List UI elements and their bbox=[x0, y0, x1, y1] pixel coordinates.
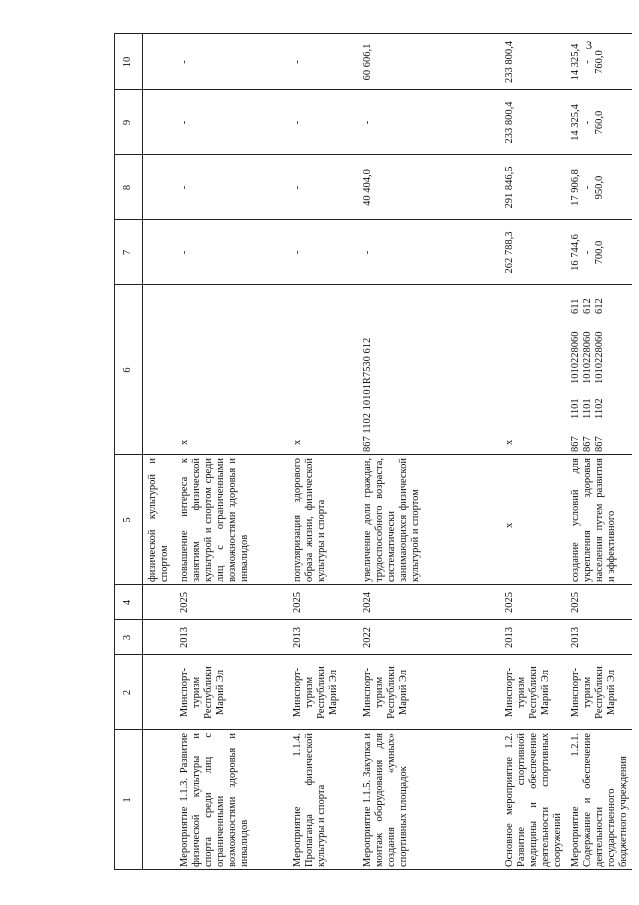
header-col-5: 5 bbox=[122, 517, 133, 523]
value: 17 906,8 bbox=[570, 169, 581, 206]
page-number: 3 bbox=[586, 38, 592, 52]
value: - bbox=[582, 60, 593, 64]
row-end-year: 2025 bbox=[504, 592, 515, 613]
header-col-3: 3 bbox=[122, 634, 133, 641]
grid-line bbox=[114, 869, 632, 870]
value: 760,0 bbox=[594, 50, 605, 74]
row-start-year: 2013 bbox=[292, 627, 303, 648]
row-end-year: 2024 bbox=[362, 592, 373, 613]
row-value-col7: - bbox=[179, 250, 190, 255]
row-value-col10: - bbox=[179, 60, 190, 64]
header-col-1: 1 bbox=[122, 797, 133, 803]
row-name: Основное мероприятие 1.2. Развитие спортивной медицины и обеспечение деятельности спортивных сооружений bbox=[504, 733, 563, 867]
row-csr-codes bbox=[570, 318, 606, 384]
header-col-2: 2 bbox=[122, 689, 133, 696]
row-value-col10: 233 800,4 bbox=[504, 41, 515, 83]
row-value-col7 bbox=[570, 220, 606, 285]
continuation-text: физической культурой и спортом bbox=[147, 458, 170, 582]
header-col-4: 4 bbox=[122, 599, 133, 606]
header-col-10: 10 bbox=[122, 56, 133, 68]
row-value-col7: 262 788,3 bbox=[504, 231, 515, 274]
row-value-col9: - bbox=[362, 120, 373, 125]
row-value-col8: 291 846,5 bbox=[504, 166, 515, 209]
row-value-col9: - bbox=[179, 120, 190, 125]
csr-code: 1010228060 bbox=[594, 331, 605, 384]
row-value-col10: - bbox=[292, 60, 303, 64]
budget-table bbox=[114, 33, 632, 870]
rz-code: 1101 bbox=[570, 398, 581, 419]
row-codes: х bbox=[504, 439, 515, 445]
row-executor: Минспорт-туризм Республики Марий Эл bbox=[504, 666, 551, 719]
row-executor: Минспорт-туризм Республики Марий Эл bbox=[292, 666, 339, 719]
row-name: Мероприятие 1.2.1. Содержание и обеспечение деятельности государственного бюджетного учреждения bbox=[570, 733, 629, 867]
row-grbs-codes bbox=[570, 424, 606, 452]
value: 14 325,4 bbox=[570, 104, 581, 141]
grid-line bbox=[114, 33, 115, 870]
vr-code: 612 bbox=[594, 298, 605, 314]
rz-code: 1101 bbox=[582, 398, 593, 419]
row-value-col8 bbox=[570, 155, 606, 220]
row-end-year: 2025 bbox=[179, 592, 190, 613]
value: - bbox=[582, 185, 593, 190]
value: 16 744,6 bbox=[570, 234, 581, 271]
row-start-year: 2013 bbox=[570, 627, 581, 648]
row-result: увеличение доли граждан, трудоспособного возраста, систематически занимающихся физической культурой и спортом bbox=[362, 458, 421, 582]
row-result: создание условий для укрепления здоровья населения путем развития и эффективного bbox=[570, 458, 617, 582]
row-executor: Минспорт-туризм Республики Марий Эл bbox=[362, 666, 409, 719]
row-value-col8: - bbox=[179, 185, 190, 190]
grid-line bbox=[114, 454, 632, 455]
row-result: популяризация здорового образа жизни, физической культуры и спорта bbox=[292, 458, 327, 582]
row-value-col10: 60 606,1 bbox=[362, 43, 373, 81]
row-name: Мероприятие 1.1.3. Развитие физической культуры и спорта среди лиц с ограниченными возможностями здоровья и инвалидов bbox=[179, 733, 250, 867]
row-start-year: 2013 bbox=[504, 627, 515, 648]
row-codes: х bbox=[292, 439, 303, 445]
row-value-col7: - bbox=[292, 250, 303, 255]
row-start-year: 2013 bbox=[179, 627, 190, 648]
grbs-code: 867 bbox=[570, 436, 581, 452]
row-end-year: 2025 bbox=[570, 592, 581, 613]
row-vr-codes bbox=[570, 288, 606, 314]
row-value-col8: 40 404,0 bbox=[362, 169, 373, 206]
value: 14 325,4 bbox=[570, 43, 581, 81]
value: 950,0 bbox=[594, 175, 605, 200]
header-col-9: 9 bbox=[122, 119, 133, 126]
header-col-7: 7 bbox=[122, 249, 133, 256]
vr-code: 612 bbox=[582, 298, 593, 314]
header-col-8: 8 bbox=[122, 184, 133, 191]
row-executor: Минспорт-туризм Республики Марий Эл bbox=[570, 666, 617, 719]
row-name: Мероприятие 1.1.5. Закупка и монтаж оборудования для создания «умных» спортивных площадок bbox=[362, 733, 409, 867]
row-value-col7: - bbox=[362, 250, 373, 255]
row-name: Мероприятие 1.1.4. Пропаганда физической культуры и спорта bbox=[292, 733, 327, 867]
header-col-6: 6 bbox=[122, 367, 133, 373]
row-rz-codes bbox=[570, 389, 606, 419]
value: 700,0 bbox=[594, 240, 605, 265]
row-end-year: 2025 bbox=[292, 592, 303, 613]
row-executor: Минспорт-туризм Республики Марий Эл bbox=[179, 666, 226, 719]
vr-code: 611 bbox=[570, 298, 581, 314]
csr-code: 1010228060 bbox=[582, 331, 593, 384]
value: 760,0 bbox=[594, 110, 605, 135]
row-value-col10 bbox=[570, 34, 606, 90]
row-value-col9: - bbox=[292, 120, 303, 125]
row-result: повышение интереса к занятиям физической культурой и спортом среди лиц с ограниченными возможностями здоровья и инвалидов bbox=[179, 458, 250, 582]
grbs-code: 867 bbox=[582, 436, 593, 452]
grbs-code: 867 bbox=[594, 436, 605, 452]
grid-line bbox=[142, 33, 143, 870]
row-value-col8: - bbox=[292, 185, 303, 190]
row-start-year: 2022 bbox=[362, 627, 373, 648]
value: - bbox=[582, 250, 593, 255]
row-value-col9: 233 800,4 bbox=[504, 101, 515, 144]
row-codes: 867 1102 10101R7530 612 bbox=[362, 337, 373, 452]
row-codes: х bbox=[179, 439, 190, 445]
row-value-col9 bbox=[570, 90, 606, 155]
value: - bbox=[582, 120, 593, 125]
csr-code: 1010228060 bbox=[570, 331, 581, 384]
rz-code: 1102 bbox=[594, 398, 605, 419]
grid-line bbox=[114, 729, 632, 730]
row-result: х bbox=[504, 522, 515, 528]
